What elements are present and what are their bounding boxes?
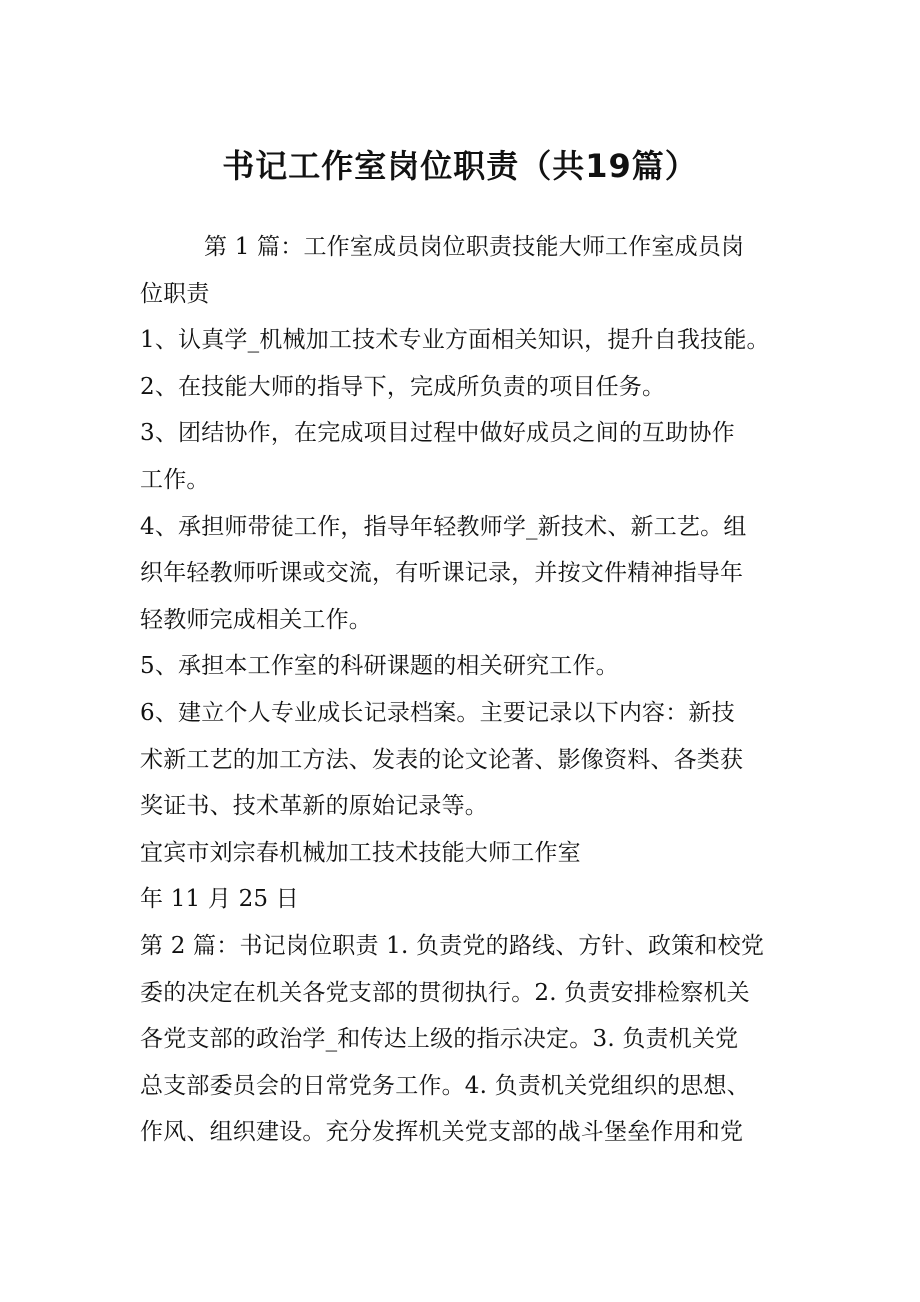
document-title: 书记工作室岗位职责（共19篇）	[222, 147, 698, 185]
paragraph-line: 2、在技能大师的指导下，完成所负责的项目任务。	[140, 373, 666, 400]
paragraph-line: 宜宾市刘宗春机械加工技术技能大师工作室	[140, 839, 581, 866]
paragraph-line: 作风、组织建设。充分发挥机关党支部的战斗堡垒作用和党	[140, 1119, 744, 1146]
paragraph-line: 总支部委员会的日常党务工作。4. 负责机关党组织的思想、	[140, 1072, 750, 1099]
paragraph-line: 各党支部的政治学_和传达上级的指示决定。3. 负责机关党	[140, 1026, 739, 1053]
paragraph-line: 奖证书、技术革新的原始记录等。	[140, 793, 488, 820]
paragraph-line: 3、团结协作，在完成项目过程中做好成员之间的互助协作	[140, 420, 735, 447]
paragraph-line: 术新工艺的加工方法、发表的论文论著、影像资料、各类获	[140, 746, 744, 773]
paragraph-line: 轻教师完成相关工作。	[140, 606, 372, 633]
paragraph-line: 4、承担师带徒工作，指导年轻教师学_新技术、新工艺。组	[140, 513, 747, 540]
paragraph-line: 年 11 月 25 日	[140, 886, 299, 913]
paragraph-line: 工作。	[140, 466, 210, 493]
paragraph-line: 6、建立个人专业成长记录档案。主要记录以下内容：新技	[140, 699, 735, 726]
paragraph-line: 委的决定在机关各党支部的贯彻执行。2. 负责安排检察机关	[140, 979, 750, 1006]
document-body	[140, 224, 790, 1156]
paragraph-line: 织年轻教师听课或交流，有听课记录，并按文件精神指导年	[140, 560, 744, 587]
paragraph-line: 第 1 篇：工作室成员岗位职责技能大师工作室成员岗	[204, 234, 745, 260]
paragraph-line: 1、认真学_机械加工技术专业方面相关知识，提升自我技能。	[140, 327, 770, 354]
paragraph-line: 第 2 篇：书记岗位职责 1. 负责党的路线、方针、政策和校党	[140, 932, 765, 959]
paragraph-line: 5、承担本工作室的科研课题的相关研究工作。	[140, 653, 619, 680]
paragraph-line: 位职责	[140, 280, 210, 307]
